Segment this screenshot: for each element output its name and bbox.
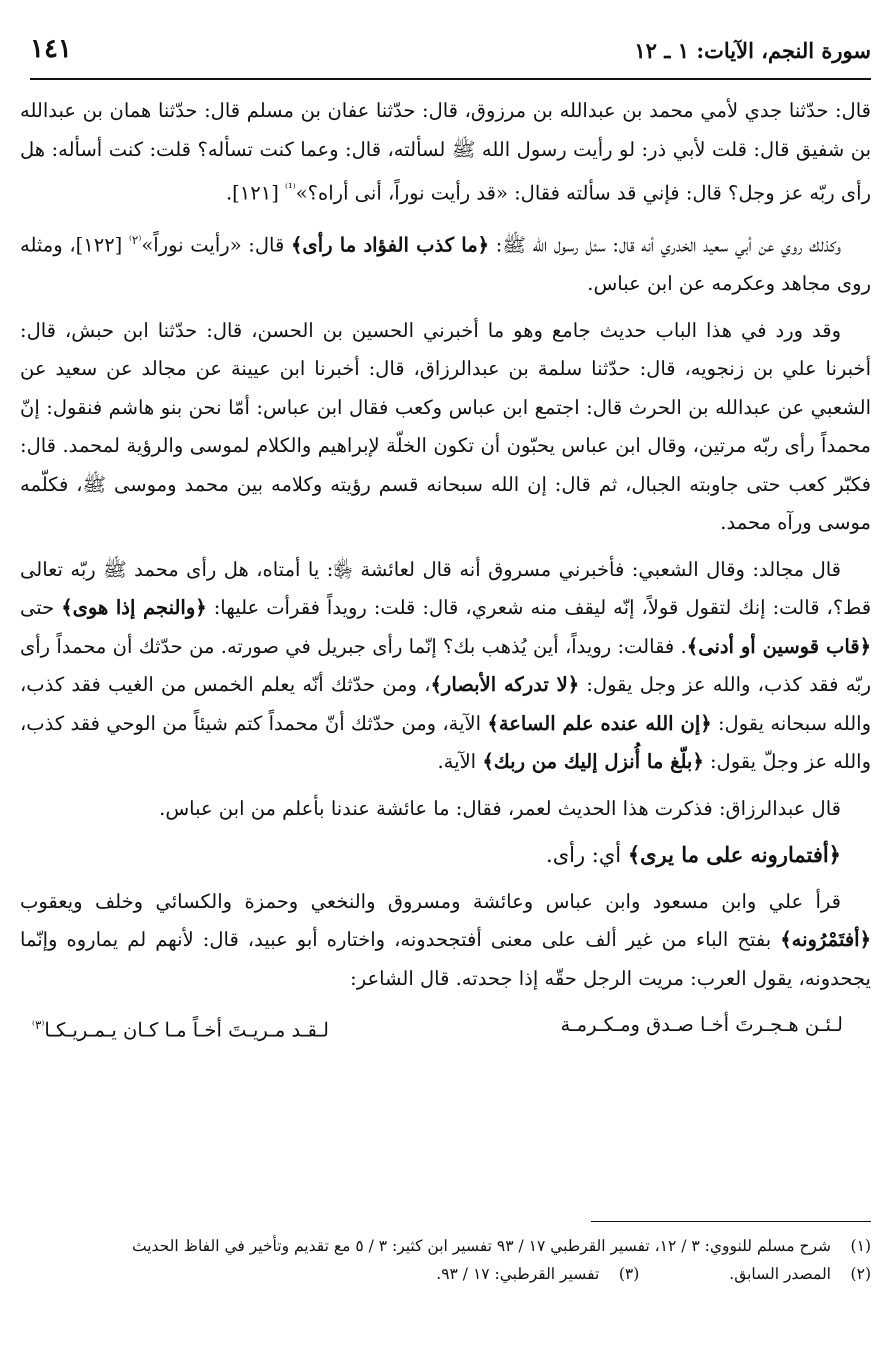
page-header (30, 34, 871, 74)
paragraph-text: الآية، ومن حدّثك أنّ محمداً كتم شيئاً من الوحي فقد كذب، والله عز وجلّ يقول: (20, 711, 871, 773)
paragraph-text: وقد ورد في هذا الباب حديث جامع وهو ما أخبرني الحسين بن الحسن، قال: حدّثنا ابن حبش، قال: أخبرنا علي بن زنجويه، قال: حدّثنا سلمة بن عبدالرزاق، قال: أخبرنا ابن عيينة عن مجالد عن سعيد عن الشعبي عن عبدالله بن الحرث قال: اجتمع ابن عباس وكعب فقال ابن عباس: أمّا نحن بنو هاشم فنقول: إنّ محمداً رأى ربّه مرتين، وقال ابن عباس يحبّون أن تكون الخلّة لإبراهيم والكلام لموسى والرؤية لمحمد. قال: فكبّر كعب حتى جاوبته الجبال، ثم قال: إن الله سبحانه قسم رؤيته وكلامه بين محمد وموسى ﷺ، فكلّمه موسى ورآه محمد. (20, 318, 871, 534)
paragraph-text: قال: «رأيت نوراً» (141, 233, 291, 257)
footnote-2 (729, 1260, 871, 1288)
paragraph-abdulrazzaq (20, 790, 871, 829)
footnote-number: (١) (850, 1237, 871, 1255)
footnote-divider (591, 1221, 871, 1222)
footnote-ref-2[interactable]: ⁽٢⁾ (128, 233, 142, 247)
main-text (20, 92, 871, 1050)
paragraph-text: قرأ علي وابن مسعود وابن عباس وعائشة ومسروق والنخعي وحمزة والكسائي وخلف ويعقوب (20, 889, 841, 913)
header-divider (30, 78, 871, 80)
footnote-text: المصدر السابق. (729, 1265, 831, 1283)
footnote-text: شرح مسلم للنووي: ٣ / ١٢، تفسير القرطبي ١٧ / ٩٣ تفسير ابن كثير: ٣ / ٥ مع تقديم وتأخير في الفاظ الحديث (131, 1237, 831, 1255)
footnote-number: (٢) (850, 1265, 871, 1283)
footnote-text: تفسير القرطبي: ١٧ / ٩٣. (436, 1265, 600, 1283)
paragraph-aisha (20, 551, 871, 782)
paragraph-text: [١٢٢]، ومثله روى مجاهد وعكرمه عن ابن عباس. (20, 233, 871, 295)
footnote-1 (22, 1232, 871, 1260)
quran-verse: ﴿إن الله عنده علم الساعة﴾ (487, 711, 712, 735)
paragraph-text: . فقالت: رويداً، أين يُذهب بك؟ إنّما رأى جبريل في صورته. من حدّثك أن محمداً رأى ربّه فقد كذب، والله عز وجل يقول: (20, 634, 872, 696)
quran-verse: ﴿والنجم إذا هوى﴾ (61, 596, 207, 619)
verse-heading (20, 836, 871, 875)
footnote-number: (٣) (618, 1265, 640, 1283)
poem-hemistich-first: لـئـن هـجـرتَ أخـا صـدق ومـكـرمـة (560, 1013, 843, 1036)
quran-verse: ﴿ما كذب الفؤاد ما رأى﴾ (291, 233, 490, 257)
paragraph-hadith-abu-dhar (20, 92, 871, 213)
paragraph-text: ، ومن حدّثك أنّه يعلم الخمس من الغيب فقد كذب، والله سبحانه يقول: (20, 673, 871, 735)
paragraph-text: وكذلك روي عن أبي سعيد الخدري أنه قال: سئل رسول الله ﷺ: (489, 233, 842, 257)
paragraph-text: حتى (20, 596, 62, 619)
hadith-number: [١٢١]. (225, 181, 286, 205)
footnote-3 (436, 1260, 639, 1288)
running-title: سورة النجم، الآيات: ١ ـ ١٢ (634, 38, 871, 63)
quran-verse: ﴿أفتمارونه على ما يرى﴾ (627, 842, 841, 867)
quran-verse: ﴿لا تدركه الأبصار﴾ (430, 673, 580, 696)
footnotes (22, 1232, 871, 1288)
paragraph-text: بفتح الباء من غير ألف على معنى أفتجحدونه، واختاره أبو عبيد، قال: لأنهم لم يماروه وإنّما يجحدونه، يقول العرب: مريت الرجل حقّه إذا جحدته. قال الشاعر: (20, 928, 871, 990)
paragraph-text: قال عبدالرزاق: فذكرت هذا الحديث لعمر، فقال: ما عائشة عندنا بأعلم من ابن عباس. (159, 796, 841, 820)
poem-verse (20, 1006, 871, 1050)
poem-hemistich-second (32, 1006, 329, 1050)
paragraph-text: قال: حدّثنا جدي لأمي محمد بن عبدالله بن مرزوق، قال: حدّثنا عفان بن مسلم قال: حدّثنا همان بن عبدالله بن شفيق قال: قلت لأبي ذر: لو رأيت رسول الله ﷺ لسألته، قال: وعما كنت تسأله؟ قلت: كنت أسأله: هل رأى ربّه عز وجل؟ قال: فإني قد سألته فقال: «قد رأيت نوراً، أنى أراه؟» (20, 99, 871, 205)
paragraph-text: الآية. (437, 750, 483, 773)
poem-hemistich-text: لـقـد مـريـتَ أخـاً مـا كـان يـمـريـكـا (44, 1018, 329, 1042)
footnote-ref-3[interactable]: ⁽٣⁾ (32, 1018, 45, 1032)
paragraph-text: قال مجالد: وقال الشعبي: فأخبرني مسروق أنه قال لعائشة ﵂: يا أمتاه، هل رأى محمد ﷺ ربّه تعالى قط؟، قالت: إنك لتقول قولاً، إنّه ليقف منه شعري، قال: قلت: رويداً فقرأت عليها: (20, 557, 872, 619)
paragraph-text: أي: رأى. (546, 843, 628, 867)
quran-verse: ﴿بلّغ ما أُنزل إليك من ربك﴾ (482, 750, 704, 773)
paragraph-abu-said (20, 221, 871, 304)
paragraph-ibn-abbas-kaab (20, 312, 871, 543)
quran-verse: ﴿قاب قوسين أو أدنى﴾ (686, 634, 872, 658)
footnote-pair (22, 1260, 871, 1288)
paragraph-qiraat (20, 883, 871, 999)
page-number: ١٤١ (30, 34, 72, 64)
quran-reading: ﴿أفتَمْرُونه﴾ (780, 928, 871, 951)
footnote-ref-1[interactable]: ⁽¹⁾ (285, 181, 296, 195)
